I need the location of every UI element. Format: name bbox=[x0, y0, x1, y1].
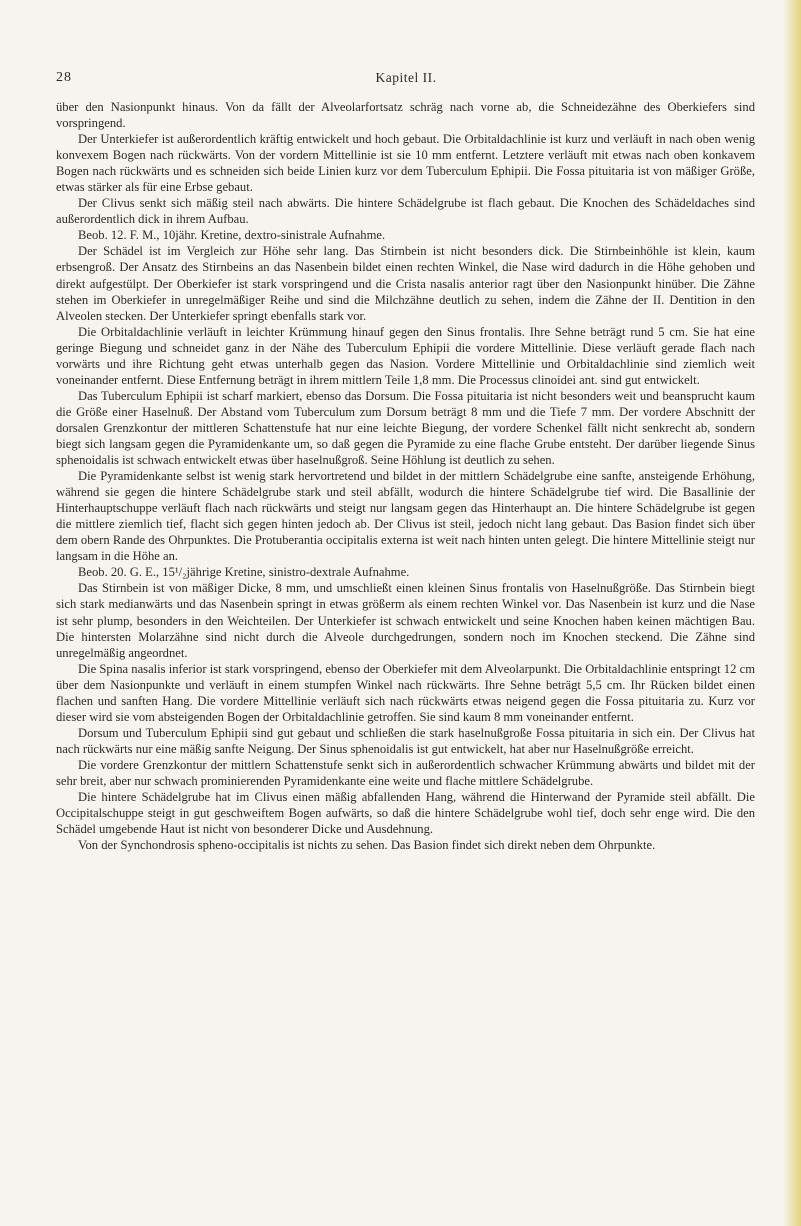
paragraph: Die vordere Grenzkontur der mittlern Schattenstufe senkt sich in außerordentlich schwacher Krümmung abwärts und bildet mit der sehr breit, aber nur schwach prominierenden Pyramidenkante eine weite und flache mittlere Schädelgrube. bbox=[56, 757, 755, 788]
page-edge bbox=[783, 0, 801, 1226]
paragraph: Von der Synchondrosis spheno-occipitalis ist nichts zu sehen. Das Basion findet sich direkt neben dem Ohrpunkte. bbox=[78, 838, 656, 853]
page-header bbox=[56, 70, 756, 90]
paragraph: Der Schädel ist im Vergleich zur Höhe sehr lang. Das Stirnbein ist nicht besonders dick. Die Stirnbeinhöhle ist klein, kaum erbsengroß. Der Ansatz des Stirnbeins an das Nasenbein bildet einen rechten Winkel, die Nase wird dadurch in die Höhe gehoben und direkt aufgestülpt. Der Oberkiefer ist stark vorspringend und die Crista nasalis anterior ragt über den Nasionpunkt hinüber. Die Zähne stehen im Oberkiefer in unregelmäßiger Reihe und sind die Milchzähne deutlich zu sehen, indem die Zähne der II. Dentition in den Alveolen stecken. Der Unterkiefer springt ebenfalls stark vor. bbox=[56, 244, 755, 323]
page-number: 28 bbox=[56, 70, 72, 85]
paragraph: Das Stirnbein ist von mäßiger Dicke, 8 mm, und umschließt einen kleinen Sinus frontalis von Haselnußgröße. Das Stirnbein biegt sich stark medianwärts und das Nasenbein springt in etwas größerm als einem rechten Winkel vor. Das Nasenbein ist kurz und die Nase ist sehr plump, besonders in den Weichteilen. Der Unterkiefer ist schwach entwickelt und seine Knochen haben keinen mächtigen Bau. Die hintersten Molarzähne sind nicht durch die Alveole durchgedrungen, sondern noch im Knochen steckend. Die Zähne sind unregelmäßig angeordnet. bbox=[56, 581, 755, 660]
paragraph: Die Spina nasalis inferior ist stark vorspringend, ebenso der Oberkiefer mit dem Alveolarpunkt. Die Orbitaldachlinie entspringt 12 cm über dem Nasionpunkte und verläuft in einem stumpfen Winkel nach rückwärts. Ihre Sehne beträgt 5,5 cm. Ihr Rücken bildet einen flachen und sanften Hang. Die vordere Mittellinie verläuft sich nach rückwärts etwas neigend gegen die Fossa pituitaria zu. Kurz vor dieser wird sie vom absteigenden Bogen der Orbitaldachlinie getroffen. Sie sind kaum 8 mm voneinander entfernt. bbox=[56, 661, 755, 724]
body-text bbox=[56, 99, 755, 853]
observation-heading: Beob. 20. G. E., 15¹/₂jährige Kretine, sinistro-dextrale Aufnahme. bbox=[78, 565, 410, 580]
paragraph: Das Tuberculum Ephipii ist scharf markiert, ebenso das Dorsum. Die Fossa pituitaria ist nicht besonders weit und beansprucht kaum die Größe einer Haselnuß. Der Abstand vom Tuberculum zum Dorsum beträgt 8 mm und die Tiefe 7 mm. Der vordere Abschnitt der dorsalen Grenzkontur der mittleren Schattenstufe hat nur eine leichte Biegung, der vordere Schenkel fällt nicht senkrecht ab, sondern biegt sich langsam gegen die Pyramidenkante um, so daß gegen die Pyramide zu eine flache Grube entsteht. Der darüber liegende Sinus sphenoidalis ist schwach entwickelt etwas über haselnußgroß. Seine Höhlung ist deutlich zu sehen. bbox=[56, 388, 755, 468]
running-title: Kapitel II. bbox=[375, 70, 437, 85]
paragraph: Der Unterkiefer ist außerordentlich kräftig entwickelt und hoch gebaut. Die Orbitaldachlinie ist kurz und verläuft in nach oben wenig konvexem Bogen nach rückwärts. Von der vordern Mittellinie ist sie 10 mm entfernt. Letztere verläuft mit etwas nach oben konkavem Bogen nach rückwärts und es schneiden sich beide Linien kurz vor dem Tuberculum Ephipii. Die Fossa pituitaria ist von mäßiger Größe, etwas stärker als für eine Erbse gebaut. bbox=[56, 132, 755, 195]
observation-heading: Beob. 12. F. M., 10jähr. Kretine, dextro-sinistrale Aufnahme. bbox=[78, 228, 386, 243]
paragraph: Der Clivus senkt sich mäßig steil nach abwärts. Die hintere Schädelgrube ist flach gebaut. Die Knochen des Schädeldaches sind außerordentlich dick in ihrem Aufbau. bbox=[56, 196, 755, 227]
paragraph: Die Orbitaldachlinie verläuft in leichter Krümmung hinauf gegen den Sinus frontalis. Ihre Sehne beträgt rund 5 cm. Sie hat eine geringe Biegung und schneidet ganz in der Nähe des Tuberculum Ephipii die vordere Mittellinie. Diese verläuft gerade flach nach vorwärts und ihre Richtung geht etwas unterhalb gegen das Nasion. Vordere Mittellinie und Orbitaldachlinie sind ziemlich weit voneinander entfernt. Diese Entfernung beträgt in ihrem mittlern Teile 1,8 mm. Die Processus clinoidei ant. sind gut entwickelt. bbox=[56, 324, 755, 387]
paragraph: Dorsum und Tuberculum Ephipii sind gut gebaut und schließen die stark haselnußgroße Fossa pituitaria in sich ein. Der Clivus hat nach rückwärts nur eine mäßig sanfte Neigung. Der Sinus sphenoidalis ist gut entwickelt, hat aber nur Haselnußgröße erreicht. bbox=[56, 725, 755, 756]
paragraph: Die hintere Schädelgrube hat im Clivus einen mäßig abfallenden Hang, während die Hinterwand der Pyramide steil abfällt. Die Occipitalschuppe steigt in gut geschweiftem Bogen aufwärts, so daß die hintere Schädelgrube wohl tief, doch sehr enge wird. Die den Schädel umgebende Haut ist nicht von besonderer Dicke und Ausdehnung. bbox=[56, 790, 755, 837]
paragraph: Die Pyramidenkante selbst ist wenig stark hervortretend und bildet in der mittlern Schädelgrube eine sanfte, ansteigende Erhöhung, während sie gegen die hintere Schädelgrube stark und steil abfällt, wodurch die hintere Schädelgrube tief wird. Die Basallinie der Hinterhauptschuppe verläuft flach nach rückwärts und steigt nur langsam gegen das Hinterhaupt an. Die hintere Schädelgrube ist gegen die mittlere ziemlich tief, flacht sich gegen hinten jedoch ab. Der Clivus ist steil, jedoch nicht lang gebaut. Das Basion findet sich über dem obern Rande des Ohrpunktes. Die Protuberantia occipitalis externa ist weit nach hinten unten gelegt. Die hintere Mittellinie steigt nur langsam in die Höhe an. bbox=[56, 469, 755, 564]
paragraph: über den Nasionpunkt hinaus. Von da fällt der Alveolarfortsatz schräg nach vorne ab, die Schneidezähne des Oberkiefers sind vorspringend. bbox=[56, 100, 755, 131]
